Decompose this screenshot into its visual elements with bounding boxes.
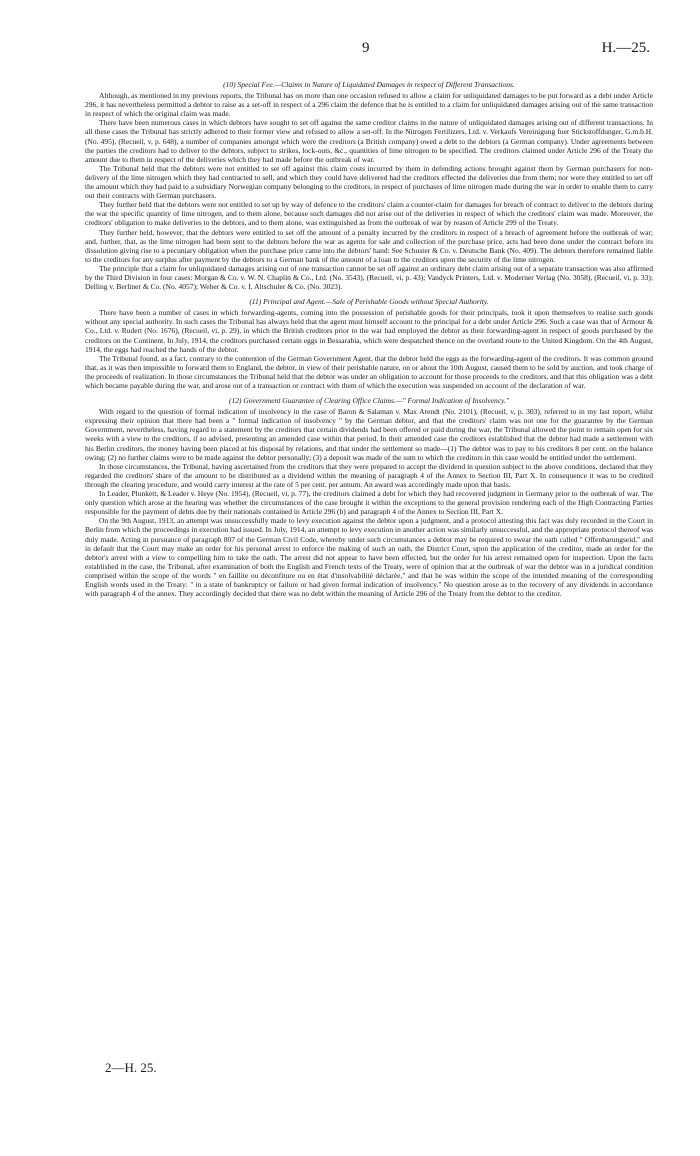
paragraph: There have been numerous cases in which debtors have sought to set off against the same creditor claims in the nature of unliquidated damages arising out of different transactions. In all these cases the Tribunal has strictly adhered to their former view and refused to allow a set-off. In the Nitrogen Fertilizers, Ltd. v. Verkaufs Vereinigung fuer Stickstoffdunger, G.m.b.H. (No. 495), (Recueil, v, p. 648), a number of companies amongst which were the creditors (a British company) owed a debt to the debtors (a German company). Under agreements between the parties the creditors had to deliver to the debtors, subject to strikes, lock-outs, &c., quantities of lime nitrogen to be specified. The creditors claimed under Article 296 of the Treaty the amount due to them in respect of the deliveries which they had made before the outbreak of war.: [85, 118, 653, 164]
paragraph: The principle that a claim for unliquidated damages arising out of one transaction cannot be set off against an ordinary debt claim arising out of a separate transaction was also affirmed by the Third Division in four cases: Morgan & Co. v. W. N. Chaplin & Co., Ltd. (No. 3543), (Recueil, vi, p. 43); Vandyck Printers, Ltd. v. Moderner Verlag (No. 3058), (Recueil, vi, p. 33); Delling v. Berliner & Co. (No. 4057); Weber & Co. v. I. Altschuler & Co. (No. 3023).: [85, 263, 653, 292]
paragraph: The Tribunal held that the debtors were not entitled to set off against this claim costs incurred by them in defending actions brought against them by German purchasers for non-delivery of the lime nitrogen which they had contracted to sell, and which they could have delivered had the creditors effected the deliveries due from them; nor were they entitled to set off the amount which they had paid to a subsidiary Norwegian company belonging to the creditors, in respect of purchases of lime nitrogen made during the war in order to enable them to carry out their contracts with German purchasers.: [85, 163, 653, 201]
section-title: (11) Principal and Agent.—Sale of Perishable Goods without Special Authority.: [249, 297, 489, 307]
paragraph: In those circumstances, the Tribunal, having ascertained from the creditors that they were prepared to accept the dividend in question subject to the above conditions, declared that they regarded the creditors' share of the amount to be distributed as a dividend within the meaning of paragraph 4 of the Annex to Section III, Part X. In consequence it was to be credited through the clearing procedure, and would carry interest at the rate of 5 per cent. per annum. An award was accordingly made upon that basis.: [85, 461, 653, 489]
paragraph: There have been a number of cases in which forwarding-agents, coming into the possession of perishable goods for their principals, took it upon themselves to realise such goods without any special authority. In such cases the Tribunal has always held that the agent must himself account to the principal for a debt under Article 296. Such a case was that of Armour & Co., Ltd. v. Rudert (No. 1676), (Recueil, vi, p. 29), in which the British creditors prior to the war had employed the debtor as their forwarding-agent in respect of goods purchased by the creditors on the Continent. In July, 1914, the creditors purchased certain eggs in Bessarabia, which were despatched thence on the overland route to the United Kingdom. On the 4th August, 1914, the eggs had reached the hands of the debtor.: [85, 308, 653, 354]
paragraph: They further held that the debtors were not entitled to set up by way of defence to the creditors' claim a counter-claim for damages for breach of contract to deliver to the debtors during the war the specific quantity of lime nitrogen, and to them alone, because such damages did not arise out of the deliveries in respect of which the creditors' claim was made. Moreover, the creditors' obligation to make deliveries to the debtors, and to them alone, was extinguished as from the outbreak of war by reason of Article 299 of the Treaty.: [85, 200, 653, 228]
page-header: [0, 40, 700, 64]
paragraph: They further held, however, that the debtors were entitled to set off the amount of a penalty incurred by the creditors in respect of a breach of agreement before the outbreak of war; and, further, that, as the lime nitrogen had been sent to the debtors before the war as agents for sale and collection of the purchase price, acts had been done under the contract before its dissolution giving rise to a pecuniary obligation when the purchase price came into the debtors' hand: See Schuster & Co. v. Deutsche Bank (No. 409). The debtors therefore remained liable to the creditors for any surplus after payment by the debtors to a German bank of the amount of a loan to the creditors upon the security of the lime nitrogen.: [85, 227, 653, 264]
section-title: (12) Government Guarantee of Clearing Office Claims.—" Formal Indication of Insolvency.": [228, 396, 509, 406]
paragraph: The Tribunal found, as a fact, contrary to the contention of the German Government Agent, that the debtor held the eggs as the forwarding-agent of the creditors. It was common ground that, as it was then impossible to forward them to England, the debtor, in view of their perishable nature, on or about the 10th August, caused them to be sold by auction, and took charge of the proceeds of realization. In those circumstances the Tribunal held that the debtor was under an obligation to account for those proceeds to the creditors, and that this obligation was a debt which became payable during the war, and arose out of a transaction or contract with them of which the execution was suspended on account of the declaration of war.: [85, 353, 654, 390]
page-number: 9: [362, 40, 370, 56]
document-code: H.—25.: [601, 40, 650, 56]
paragraph: In Leader, Plunkett, & Leader v. Heye (No. 1954), (Recueil, vi, p. 77), the creditors claimed a debt for which they had recovered judgment in Germany prior to the outbreak of war. The only question which arose at the hearing was whether the circumstances of the case brought it within the exceptions to the general provision rendering each of the High Contracting Parties responsible for the payment of debts due by their nationals contained in Article 296 (b) and paragraph 4 of the Annex to Section III, Part X.: [85, 489, 653, 517]
signature-code: 2—H. 25.: [105, 1060, 157, 1075]
paragraph: With regard to the question of formal indication of insolvency in the case of Baron & Salaman v. Max Arendt (No. 2101), (Recueil, v, p. 303), referred to in my last report, whilst expressing their opinion that there had been a " formal indication of insolvency " by the German debtor, and that the creditors' claim was not one for the guarantee by the German Government, nevertheless, having regard to a statement by the creditors that certain dividends had been offered or paid during the war, the Tribunal allowed the point to remain open for six weeks with a view to the creditors, if so advised, presenting an amended case within that period. In their amended case the creditors established that the debtor had made a settlement with his Berlin creditors, the money having been placed at his disposal by relations, and that under the settlement so made—(1) The debtor was to pay to his creditors 8 per cent. on the balance owing; (2) no further claims were to be made against the debtor personally; (3) a deposit was made of the sum to which the creditors in this case would be entitled under the settlement.: [85, 407, 653, 462]
paragraph: On the 9th August, 1913, an attempt was unsuccessfully made to levy execution against the debtor upon a judgment, and a protocol attesting this fact was duly recorded in the Court in Berlin from which the proceedings in execution had issued. In July, 1914, an attempt to levy execution in another action was similarly unsuccessful, and the appropriate protocol thereof was duly made. Acting in pursuance of paragraph 807 of the German Civil Code, whereby under such circumstances a debtor may be required to swear the oath called " Offenbarungseid," and in default that the Court may make an order for his personal arrest to enforce the making of such an oath, the District Court, upon the application of the creditor, made an order for the debtor's arrest with a view to compelling him to take the oath. The arrest did not appear to have been effected, but the order for his arrest remained open for inspection. Upon the facts established in the case, the Tribunal, after examination of both the English and French texts of the Treaty, were of opinion that at the outbreak of war the debtor was in a juridical condition comprised within the scope of the words " en faillite ou déconfiture ou en état d'insolvabilité déclarée," and that he was within the scope of the intended meaning of the corresponding English words used in the Treaty: " in a state of bankruptcy or failure or had given formal indication of insolvency." No question arose as to the recovery of any dividends in accordance with paragraph 4 of the annex. They accordingly decided that there was no debt within the meaning of Article 296 of the Treaty from the debtor to the creditor.: [85, 516, 653, 599]
section-title: (10) Special Fee.—Claims in Nature of Liquidated Damages in respect of Different Transactions.: [223, 80, 515, 89]
document-body: [85, 80, 653, 598]
paragraph: Although, as mentioned in my previous reports, the Tribunal has on more than one occasion refused to allow a claim for unliquidated damages to be put forward as a debt under Article 296, it has nevertheless permitted a debtor to raise as a set-off in respect of a 296 claim the defence that he is entitled to a claim for unliquidated damages arising out of the same transaction in respect of which the original claim was made.: [85, 91, 653, 119]
